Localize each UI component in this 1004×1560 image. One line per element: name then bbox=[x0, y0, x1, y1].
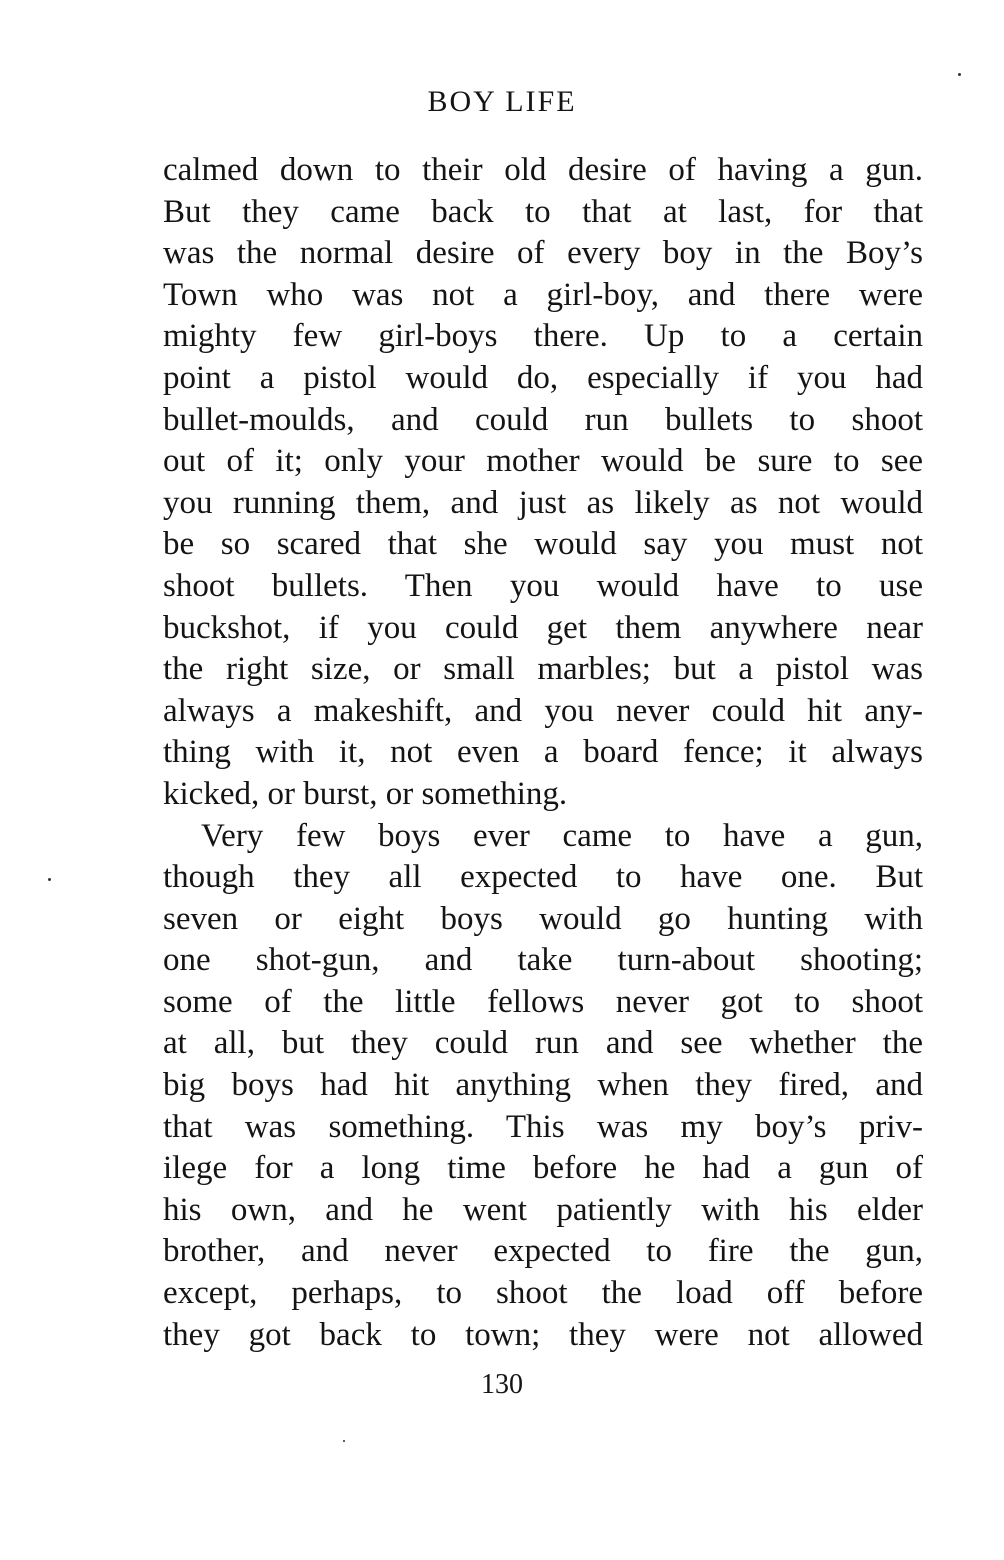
text-line: Town who was not a girl-boy, and there were bbox=[163, 276, 923, 313]
text-line: always a makeshift, and you never could hit any- bbox=[163, 692, 923, 729]
text-line: some of the little fellows never got to shoot bbox=[163, 983, 923, 1020]
text-line: you running them, and just as likely as not would bbox=[163, 484, 923, 521]
text-line: seven or eight boys would go hunting with bbox=[163, 900, 923, 937]
running-title: BOY LIFE bbox=[427, 85, 577, 118]
text-line: brother, and never expected to fire the gun, bbox=[163, 1233, 923, 1270]
text-line: his own, and he went patiently with his elder bbox=[163, 1191, 923, 1228]
page-number: 130 bbox=[481, 1369, 523, 1400]
text-line: ilege for a long time before he had a gun of bbox=[163, 1150, 923, 1187]
text-line: one shot-gun, and take turn-about shooting; bbox=[163, 942, 923, 979]
text-line: be so scared that she would say you must not bbox=[163, 526, 923, 563]
text-line: point a pistol would do, especially if you had bbox=[163, 359, 923, 396]
text-line: Very few boys ever came to have a gun, bbox=[201, 817, 923, 854]
text-line: though they all expected to have one. But bbox=[163, 859, 923, 896]
text-line: bullet-moulds, and could run bullets to shoot bbox=[163, 401, 923, 438]
text-line: at all, but they could run and see whether the bbox=[163, 1025, 923, 1062]
scan-speck bbox=[958, 73, 961, 76]
scan-speck bbox=[343, 1440, 345, 1442]
text-line: calmed down to their old desire of having a gun. bbox=[163, 152, 923, 188]
text-line: except, perhaps, to shoot the load off before bbox=[163, 1275, 923, 1312]
text-line: But they came back to that at last, for that bbox=[163, 193, 923, 230]
text-line: that was something. This was my boy’s priv- bbox=[163, 1108, 923, 1145]
text-line: the right size, or small marbles; but a pistol was bbox=[163, 651, 923, 688]
text-line: was the normal desire of every boy in the Boy’s bbox=[163, 235, 923, 272]
text-line: mighty few girl-boys there. Up to a certain bbox=[163, 318, 923, 355]
text-line: they got back to town; they were not allowed bbox=[163, 1316, 923, 1353]
text-line: kicked, or burst, or something. bbox=[163, 775, 568, 812]
text-line: out of it; only your mother would be sure to see bbox=[163, 443, 923, 480]
text-line: thing with it, not even a board fence; it always bbox=[163, 734, 923, 771]
body-text bbox=[163, 150, 923, 1356]
scan-speck bbox=[48, 878, 51, 881]
text-line: shoot bullets. Then you would have to use bbox=[163, 567, 923, 604]
text-line: big boys had hit anything when they fired, and bbox=[163, 1067, 923, 1104]
text-line: buckshot, if you could get them anywhere near bbox=[163, 609, 923, 646]
